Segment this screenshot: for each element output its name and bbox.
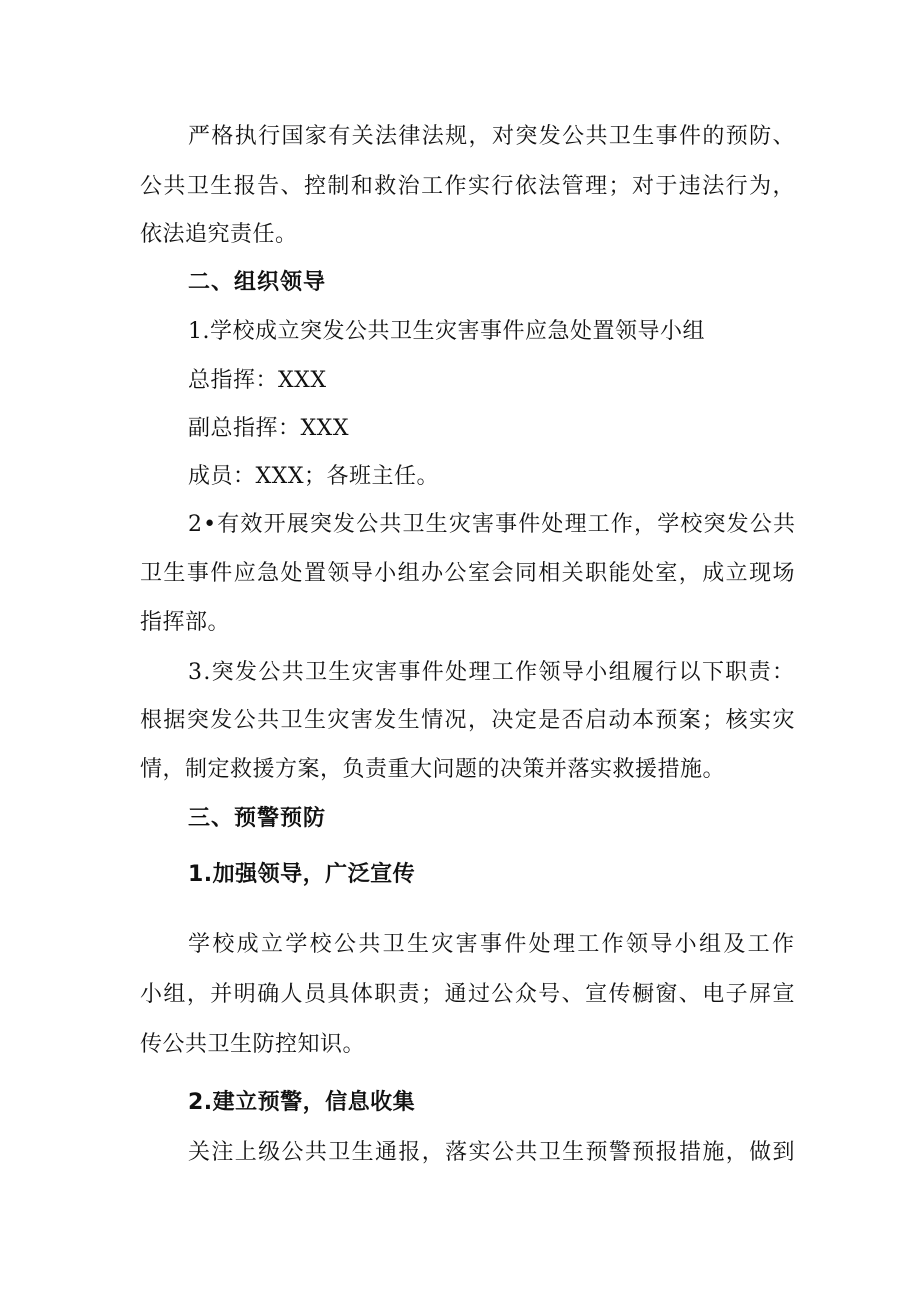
section-3-sub-2-title: 2.建立预警，信息收集 <box>188 1090 416 1115</box>
deputy-commander-line: 副总指挥：XXX <box>188 416 349 441</box>
section-3-sub-1-line-1: 学校成立学校公共卫生灾害事件处理工作领导小组及工作 <box>188 932 797 957</box>
section-2-item-2-line-1: 2•有效开展突发公共卫生灾害事件处理工作，学校突发公共 <box>188 512 797 537</box>
section-2-item-2-line-3: 指挥部。 <box>140 610 231 635</box>
section-2-item-3-line-1: 3.突发公共卫生灾害事件处理工作领导小组履行以下职责： <box>188 660 796 685</box>
paragraph-1-line-3: 依法追究责任。 <box>140 222 298 247</box>
commander-line: 总指挥：XXX <box>188 368 327 393</box>
paragraph-1-line-2: 公共卫生报告、控制和救治工作实行依法管理；对于违法行为， <box>140 174 796 199</box>
section-2-item-3-line-2: 根据突发公共卫生灾害发生情况，决定是否启动本预案；核实灾 <box>140 708 796 733</box>
section-3-sub-2-line-1: 关注上级公共卫生通报，落实公共卫生预警预报措施，做到 <box>188 1140 796 1165</box>
section-3-sub-1-title: 1.加强领导，广泛宣传 <box>188 862 416 887</box>
section-3-sub-1-line-3: 传公共卫生防控知识。 <box>140 1032 366 1057</box>
section-3-heading: 三、预警预防 <box>188 806 327 831</box>
section-3-sub-1-line-2: 小组，并明确人员具体职责；通过公众号、宣传橱窗、电子屏宣 <box>140 982 796 1007</box>
section-2-item-2-line-2: 卫生事件应急处置领导小组办公室会同相关职能处室，成立现场 <box>140 561 796 586</box>
section-2-heading: 二、组织领导 <box>188 270 327 295</box>
section-2-item-3-line-3: 情，制定救援方案，负责重大问题的决策并落实救援措施。 <box>140 757 726 782</box>
paragraph-1-line-1: 严格执行国家有关法律法规，对突发公共卫生事件的预防、 <box>188 124 796 149</box>
members-line: 成员：XXX；各班主任。 <box>188 464 439 489</box>
section-2-item-1: 1.学校成立突发公共卫生灾害事件应急处置领导小组 <box>188 319 705 344</box>
